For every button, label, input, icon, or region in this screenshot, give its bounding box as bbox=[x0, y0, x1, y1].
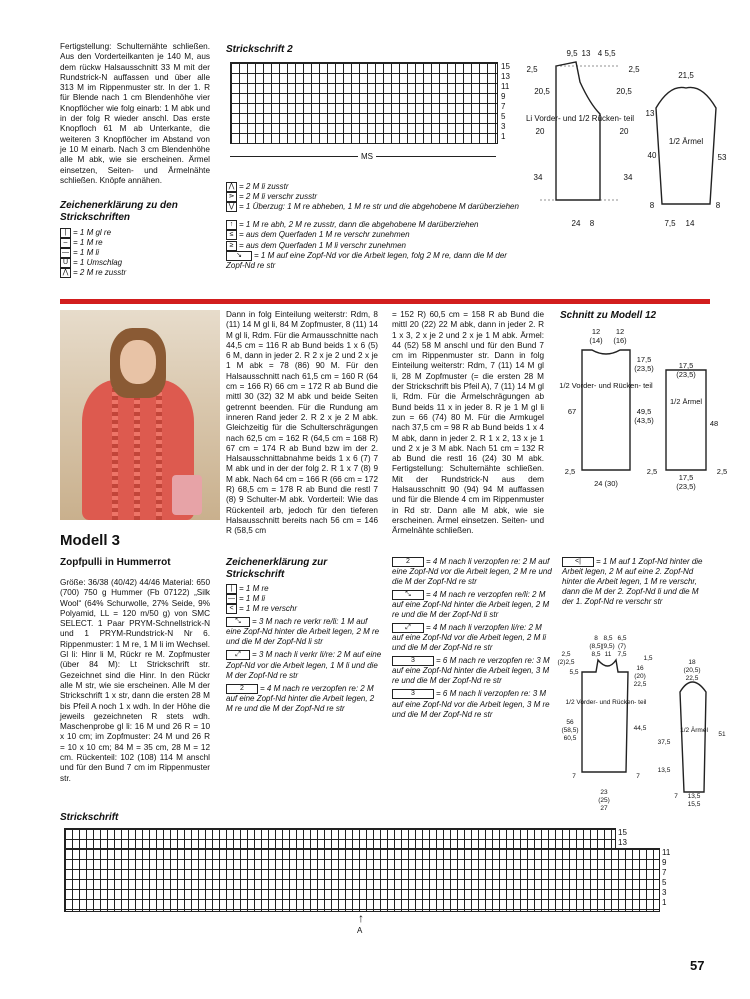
legend-item: — = 1 M li bbox=[62, 248, 100, 258]
legend2-list bbox=[226, 584, 382, 714]
svg-text:13: 13 bbox=[645, 109, 655, 118]
svg-text:(16): (16) bbox=[613, 336, 627, 345]
svg-text:(9,5): (9,5) bbox=[601, 643, 615, 650]
legend-item: ⤢ = 4 M nach li verzopfen li/re: 2 M auf eine Zopf-Nd vor die Arbeit legen, 2 M li und die M der Zopf-Nd re str bbox=[392, 623, 547, 653]
svg-text:20: 20 bbox=[619, 127, 629, 136]
model-title: Modell 3 bbox=[60, 532, 121, 549]
section-divider bbox=[60, 299, 710, 304]
svg-text:24 (30): 24 (30) bbox=[594, 479, 618, 488]
svg-text:13: 13 bbox=[581, 49, 591, 58]
bottom-row-numbers: 11 9 7 5 3 1 bbox=[662, 848, 671, 907]
svg-text:7: 7 bbox=[636, 773, 640, 780]
legend-item: ⋗ = 2 M li verschr zusstr bbox=[226, 192, 526, 202]
svg-text:53: 53 bbox=[717, 153, 727, 162]
legend-item: <| = 1 M auf 1 Zopf-Nd hinter die Arbeit legen, 2 M auf eine 2. Zopf-Nd hinter die Arbeit legen, 1 M re verschr, dann die M der 2. Zopf-Nd li und die M der 1. Zopf-Nd re verschr str bbox=[562, 557, 703, 607]
svg-text:20: 20 bbox=[535, 127, 545, 136]
svg-text:7,5: 7,5 bbox=[617, 651, 627, 658]
svg-text:2,5: 2,5 bbox=[628, 65, 640, 74]
schematic12-title: Schnitt zu Modell 12 bbox=[560, 310, 657, 321]
svg-text:23: 23 bbox=[600, 789, 608, 796]
bottom-chart-grid-main bbox=[64, 848, 660, 912]
legend-item: ↘ = 1 M auf eine Zopf-Nd vor die Arbeit legen, folg 2 M re, dann die M der Zopf-Nd re str bbox=[226, 250, 507, 270]
svg-text:8: 8 bbox=[589, 219, 595, 228]
svg-text:1/2 Ärmel: 1/2 Ärmel bbox=[668, 137, 704, 146]
legend-item: 3 = 6 M nach re verzopfen re: 3 M auf eine Zopf-Nd hinter die Arbeit legen, 3 M re und die M der Zopf-Nd re str bbox=[392, 656, 550, 686]
svg-text:17,5: 17,5 bbox=[678, 473, 694, 482]
svg-text:2,5: 2,5 bbox=[526, 65, 538, 74]
svg-text:20,5: 20,5 bbox=[534, 87, 550, 96]
svg-text:(23,5): (23,5) bbox=[676, 370, 696, 379]
svg-text:(25): (25) bbox=[598, 797, 610, 804]
svg-text:(2)2,5: (2)2,5 bbox=[557, 659, 575, 666]
legend-item: ⤡ = 4 M nach re verzopfen re/li: 2 M auf eine Zopf-Nd hinter die Arbeit legen, 2 M re und die M der Zopf-Nd li str bbox=[392, 590, 550, 620]
svg-text:60,5: 60,5 bbox=[563, 735, 577, 742]
svg-text:1/2 Ärmel: 1/2 Ärmel bbox=[680, 727, 708, 734]
svg-text:(43,5): (43,5) bbox=[634, 416, 654, 425]
svg-text:13,5: 13,5 bbox=[687, 793, 701, 800]
svg-text:1/2 Vorder- und Rücken- teil: 1/2 Vorder- und Rücken- teil bbox=[559, 381, 653, 390]
svg-text:37,5: 37,5 bbox=[657, 739, 671, 746]
svg-text:7: 7 bbox=[674, 793, 678, 800]
legend-item: 3 = 6 M nach li verzopfen re: 3 M auf eine Zopf-Nd vor die Arbeit legen, 3 M re und die M der Zopf-Nd re str bbox=[392, 689, 550, 719]
legend-item: ↑ = 1 M re abh, 2 M re zusstr, dann die abgehobene M darüberziehen bbox=[226, 220, 526, 230]
finishing-text: Fertigstellung: Schulternähte schließen. Aus den Vorderteilkanten je 140 M, aus dem rückw Halsausschnitt 33 M mit der Rundstrick-N auffassen und über alle 313 M im Rippenmuster str. In der 1. R für Blende nach 1 cm Blendenhöhe vier Knopflöcher wie folg einarb: 1 M abk und in der folg R wieder anschl. Das erste Knopfloch 61 M ab Unterkante, die weiteren 3 Knopflöcher im Abstand von je 10 M einarb. Nach 3 cm Blendenhöhe alle M abk, wie sie erscheinen. Ärmel einsetzen, Seiten- und Ärmelnähte schließen. Knöpfe annähen. bbox=[60, 42, 210, 185]
legend-list bbox=[60, 228, 210, 279]
chart2-grid bbox=[230, 62, 498, 144]
svg-text:8,5: 8,5 bbox=[603, 635, 613, 642]
svg-text:2,5: 2,5 bbox=[646, 467, 658, 476]
svg-text:(8,5): (8,5) bbox=[589, 643, 603, 650]
arrow-label: A bbox=[357, 926, 363, 935]
model-text-col1: Größe: 36/38 (40/42) 44/46 Material: 650 (700) 750 g Hummer (Fb 07122) „Silk Wool“ (64% Schurwolle, 27% Seide, 9% Polyamid, LL = 120 m/50 g) von SMC SELECT. 1 Paar PRYM-Schnellstrick-N und 1 PRYM-Rundstrick-N Nr 6. Rippenmuster: 1 M re, 1 M li im Wechsel. Gl li: Hinr li M, Rückr re M. Zopfmuster (über 84 M): Lt Strickschrift str. Gezeichnet sind die Hinr. In den Rückr alle M str, wie sie erscheinen. Alle M der Strickschrift 1 x str, dann die ersten 28 M bis Pfeil A noch 1 x wdh. In der Höhe die jeweils gezeichneten R stets wdh. Maschenprobe gl li: 16 M und 26 R = 10 x 10 cm; im Zopfmuster: 24 M und 26 R = 10 x 10 cm; 84 M = 35 cm, 28 M = 12 cm. Rückenteil: 102 (108) 114 M anschl und für den Bund 7 cm im Rippenmuster str. bbox=[60, 578, 210, 783]
svg-text:(14): (14) bbox=[589, 336, 603, 345]
bottom-row-numbers-top: 15 13 bbox=[618, 828, 627, 847]
legend-item: 2 = 4 M nach re verzopfen re: 2 M auf eine Zopf-Nd hinter die Arbeit legen, 2 M re und die M der Zopf-Nd re str bbox=[226, 683, 375, 713]
legend-item: ⋀ = 2 M re zusstr bbox=[60, 268, 210, 278]
legend4-list bbox=[562, 557, 712, 607]
svg-text:34: 34 bbox=[533, 173, 543, 182]
chart2-legend bbox=[226, 182, 526, 271]
svg-text:8: 8 bbox=[715, 201, 721, 210]
svg-text:2,5: 2,5 bbox=[716, 467, 728, 476]
svg-text:2,5: 2,5 bbox=[561, 651, 571, 658]
svg-text:16: 16 bbox=[636, 665, 644, 672]
legend-item: — = 1 M li bbox=[228, 594, 266, 604]
svg-text:4: 4 bbox=[597, 49, 603, 58]
svg-text:1/2 Vorder- und Rücken- teil: 1/2 Vorder- und Rücken- teil bbox=[565, 699, 647, 706]
model-text-col2: Dann in folg Einteilung weiterstr: Rdm, 8 (11) 14 M gl li, 84 M Zopfmuster, 8 (11) 14 M gl li, Rdm. Für die Armausschnitte nach 44,5 cm = 116 R ab Bund beids 1 x 6 (5) 6 M, dann in jeder 2. R 2 x je 2 und 2 x je 1 M abk = 78 (86) 90 M. Für den Halsausschnitt nach 61,5 cm = 160 R (64 cm = 166 R) 66 cm = 172 R ab Bund die mittl 30 (32) 32 M abk und beide Seiten getrennt beenden. Für die Rundung am inneren Rand jeder 2. R 2 x je 2 M abk. Gleichzeitig für die Schulterschrägungen nach 62,5 cm = 162 R (64,5 cm = 168 R) 67 cm = 174 R ab Bund bzw im der 2. Halsausschnittabnahme beids 1 x 6 (7) 7 M abk und in der der folg 2. R 1 x 7 (8) 9 M abk. Nach 64 cm = 166 R (66 cm = 172 R) 68,5 cm = 178 R ab Bund die restl 7 (8) 9 Schulter-M abk. Vorderteil: Wie das Rückenteil arb, jedoch für den tieferen Halsausschnitt bereits nach 56 cm = 146 R (58,5 cm bbox=[226, 310, 378, 536]
svg-text:48: 48 bbox=[709, 419, 719, 428]
svg-text:8: 8 bbox=[594, 635, 598, 642]
svg-text:22,5: 22,5 bbox=[633, 681, 647, 688]
svg-text:20,5: 20,5 bbox=[616, 87, 632, 96]
svg-text:2,5: 2,5 bbox=[564, 467, 576, 476]
svg-text:12: 12 bbox=[615, 327, 625, 336]
svg-text:24: 24 bbox=[571, 219, 581, 228]
legend-item: ⋁ = 1 Überzug: 1 M re abheben, 1 M re str und die abgehobene M darüberziehen bbox=[226, 202, 526, 212]
svg-text:14: 14 bbox=[685, 219, 695, 228]
face-shape bbox=[120, 340, 156, 384]
legend2-title: Zeichenerklärung zur Strickschrift bbox=[226, 557, 328, 580]
svg-text:1/2 Ärmel: 1/2 Ärmel bbox=[669, 397, 703, 406]
svg-text:(20): (20) bbox=[634, 673, 646, 680]
arrow-up-icon: ↑ bbox=[358, 911, 364, 925]
schematic-top bbox=[520, 44, 730, 234]
svg-text:7,5: 7,5 bbox=[664, 219, 676, 228]
svg-text:67: 67 bbox=[567, 407, 577, 416]
bottom-chart-title: Strickschrift bbox=[60, 812, 119, 823]
svg-text:27: 27 bbox=[600, 805, 608, 812]
svg-text:1,5: 1,5 bbox=[643, 655, 653, 662]
legend-item: 2 = 4 M nach li verzopfen re: 2 M auf eine Zopf-Nd vor die Arbeit legen, 2 M re und die M der Zopf-Nd re str bbox=[392, 557, 552, 587]
legend-item: < = 1 M re verschr bbox=[226, 604, 382, 614]
svg-text:56: 56 bbox=[566, 719, 574, 726]
svg-text:11: 11 bbox=[604, 651, 612, 658]
svg-text:(23,5): (23,5) bbox=[634, 364, 654, 373]
svg-text:21,5: 21,5 bbox=[678, 71, 694, 80]
svg-text:8: 8 bbox=[649, 201, 655, 210]
bag-shape bbox=[172, 475, 202, 515]
svg-text:18: 18 bbox=[688, 659, 696, 666]
legend-item: ⤡ = 3 M nach re verkr re/li: 1 M auf eine Zopf-Nd hinter die Arbeit legen, 2 M re und die M der Zopf-Nd li str bbox=[226, 617, 380, 647]
svg-text:17,5: 17,5 bbox=[678, 361, 694, 370]
svg-text:5,5: 5,5 bbox=[604, 49, 616, 58]
legend-item: ≤ = aus dem Querfaden 1 M re verschr zunehmen bbox=[226, 230, 526, 240]
svg-text:12: 12 bbox=[591, 327, 601, 336]
schematic-model12 bbox=[556, 324, 736, 494]
legend-title: Zeichenerklärung zu den Strickschriften bbox=[60, 200, 178, 223]
schematic-bottom bbox=[556, 632, 736, 812]
legend-item: ⋀ = 2 M li zusstr bbox=[226, 182, 526, 192]
svg-text:22,5: 22,5 bbox=[685, 675, 699, 682]
legend-item: – = 1 M re bbox=[60, 238, 210, 248]
legend-item: ⤢ = 3 M nach li verkr li/re: 2 M auf eine Zopf-Nd vor die Arbeit legen, 1 M li und die M der Zopf-Nd re str bbox=[226, 650, 382, 680]
page-number: 57 bbox=[690, 958, 705, 973]
svg-text:9,5: 9,5 bbox=[566, 49, 578, 58]
model-photo bbox=[60, 310, 220, 520]
svg-text:13,5: 13,5 bbox=[657, 767, 671, 774]
legend3-list bbox=[392, 557, 552, 720]
legend-item: | = 1 M re bbox=[226, 584, 382, 594]
svg-text:(7): (7) bbox=[618, 643, 626, 650]
svg-text:44,5: 44,5 bbox=[633, 725, 647, 732]
legend-item: ≥ = aus dem Querfaden 1 M li verschr zunehmen bbox=[226, 241, 526, 251]
svg-text:15,5: 15,5 bbox=[687, 801, 701, 808]
ms-label: MS bbox=[358, 152, 376, 162]
svg-text:Li Vorder- und 1/2 Rücken- tei: Li Vorder- und 1/2 Rücken- teil bbox=[525, 114, 635, 123]
chart2-row-numbers: 15 13 11 9 7 5 3 1 bbox=[501, 62, 510, 141]
svg-text:51: 51 bbox=[718, 731, 726, 738]
chart2-title: Strickschrift 2 bbox=[226, 44, 293, 55]
svg-text:40: 40 bbox=[647, 151, 657, 160]
svg-text:17,5: 17,5 bbox=[636, 355, 652, 364]
svg-text:34: 34 bbox=[623, 173, 633, 182]
model-subtitle: Zopfpulli in Hummerrot bbox=[60, 557, 171, 568]
svg-text:(58,5): (58,5) bbox=[561, 727, 579, 734]
legend-item: U = 1 Umschlag bbox=[60, 258, 210, 268]
svg-text:8,5: 8,5 bbox=[591, 651, 601, 658]
svg-text:49,5: 49,5 bbox=[636, 407, 652, 416]
svg-text:5,5: 5,5 bbox=[569, 669, 579, 676]
svg-text:7: 7 bbox=[572, 773, 576, 780]
legend-item: | = 1 M gl re bbox=[60, 228, 210, 238]
svg-text:(20,5): (20,5) bbox=[683, 667, 701, 674]
svg-text:6,5: 6,5 bbox=[617, 635, 627, 642]
model-text-col3: = 152 R) 60,5 cm = 158 R ab Bund die mittl 20 (22) 22 M abk, dann in jeder 2. R 1 x 3, 2 x je 2 und 2 x je 1 M abk. Ärmel: 44 (52) 58 M anschl und für den Bund 7 cm im Rippenmuster str. Dann in folg Einteilung weiterstr: Rdm, 7 (11) 14 M gl li, 28 M Zopfmuster (= die ersten 28 M der Strickschrift bis Pfeil A), 7 (11) 14 M gl li, Rdm. Für die Ärmelschrägungen ab Bund beids 11 x in jeder 8. R je 1 M gl li zun = 66 (74) 80 M. Für die Armkugel nach 37,5 cm = 98 R ab Bund beids 1 x 4 M abk, dann in jeder 2. R 1 x 2, 13 x je 1 und 2 x je 3 M abk. Nach 51 cm = 132 R ab Bund die restl 16 (24) 30 M abk. Fertigstellung: Schulternähte schließen. Mit der Rundstrick-N aus dem Halsausschnitt 90 (94) 94 M auffassen und für die Blende 4 cm im Rippenmuster in Rd str. Dann alle M abk, wie sie erscheinen. Ärmel einsetzen. Seiten- und Ärmelnähte schließen. bbox=[392, 310, 544, 536]
svg-text:(23,5): (23,5) bbox=[676, 482, 696, 491]
